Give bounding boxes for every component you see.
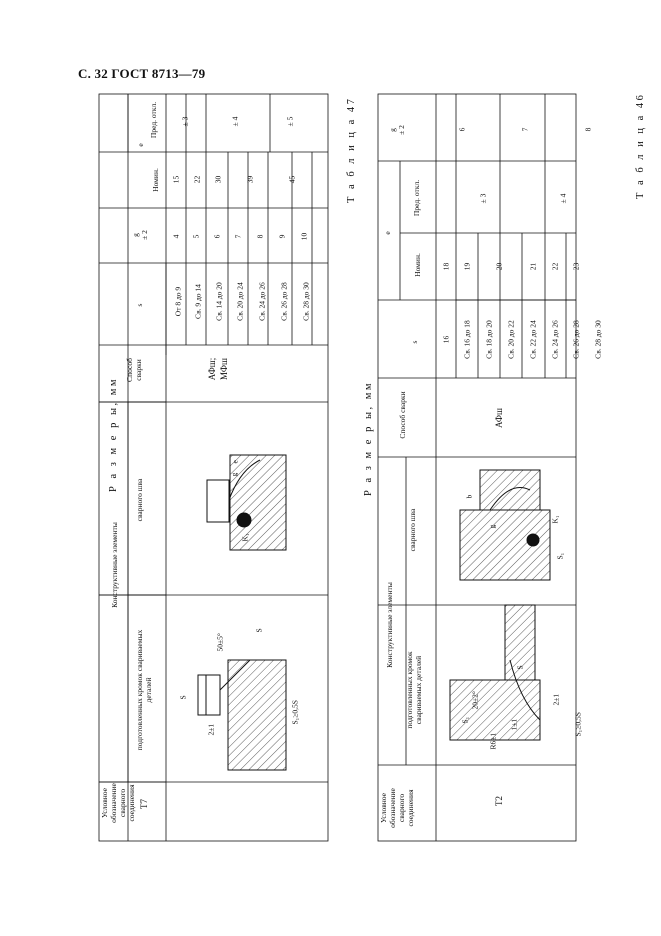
- t46-k1-label: K₁: [240, 533, 250, 542]
- t46-tol-1: ± 3: [180, 116, 190, 127]
- t47-g-3: 8: [583, 127, 593, 132]
- t46-nominal-header: Номин.: [151, 168, 160, 192]
- table46-units: Р а з м е р ы, мм: [108, 376, 119, 492]
- t47-r-label: R6±1: [488, 732, 498, 750]
- t46-method-header: Способ сварки: [125, 358, 143, 382]
- t46-weld-header: сварного шва: [135, 478, 144, 522]
- t46-g-header: g ± 2: [131, 230, 149, 240]
- t47-structural-header: Конструктивные элементы: [385, 582, 394, 668]
- t46-g-label: g: [229, 472, 239, 477]
- t46-tol-3: ± 5: [285, 116, 295, 127]
- t46-designation-header: Условное обозначение сварного соединения: [100, 783, 136, 823]
- table46-caption: Т а б л и ц а 46: [635, 92, 646, 199]
- t47-method: АФш: [494, 408, 504, 428]
- t47-e-8: 23: [571, 262, 581, 271]
- t46-tol-2: ± 4: [230, 116, 240, 127]
- t46-g-7: 10: [299, 232, 309, 241]
- t46-s-5: Св. 24 до 26: [257, 282, 267, 321]
- t47-angle-label: 20±2°: [470, 691, 480, 710]
- t46-g-2: 5: [191, 234, 201, 239]
- t47-s-5: Св. 22 до 24: [528, 320, 538, 359]
- t47-g-header: g ± 2: [388, 125, 406, 135]
- t47-g-2: 7: [520, 127, 530, 132]
- t46-tolerance-header: Пред. откл.: [149, 101, 158, 139]
- t47-s-2: Св. 16 до 18: [462, 320, 472, 359]
- t47-s-3: Св. 18 до 20: [484, 320, 494, 359]
- t47-k-label: K₁: [550, 515, 560, 524]
- t47-e-5: 21: [528, 262, 538, 271]
- t46-s-1: От 8 до 9: [173, 286, 183, 317]
- t47-s-8: Св. 28 до 30: [593, 320, 603, 359]
- t47-e-2: 19: [462, 262, 472, 271]
- t47-tolerance-header: Пред. откл.: [412, 179, 421, 217]
- t47-e-header: e: [383, 231, 392, 235]
- t46-e-4: 39: [245, 175, 255, 184]
- t47-designation-header: Условное обозначение сварного соединения: [379, 788, 415, 828]
- t47-method-header: Способ сварки: [398, 391, 407, 439]
- t46-s-7: Св. 28 до 30: [301, 282, 311, 321]
- table47-units: Р а з м е р ы, мм: [363, 380, 374, 496]
- t46-method: АФш; МФш: [207, 357, 229, 381]
- t47-s-6: Св. 24 до 26: [550, 320, 560, 359]
- t47-tol-1: ± 3: [478, 193, 488, 204]
- t46-e-1: 15: [171, 175, 181, 184]
- t47-s-label: S: [515, 665, 525, 670]
- t46-s1-label: S: [254, 628, 264, 633]
- t47-s1b-label: S₁: [555, 552, 565, 560]
- t46-e-6: 45: [287, 175, 297, 184]
- t46-s-label: S: [178, 695, 188, 700]
- t46-s-6: Св. 26 до 28: [279, 282, 289, 321]
- t47-s-4: Св. 20 до 22: [506, 320, 516, 359]
- t47-g-1: 6: [457, 127, 467, 132]
- t46-prepared-header: подготовленных кромок свариваемых деталей: [135, 629, 153, 751]
- t46-formula-label: S₁≥0,5S: [290, 700, 300, 725]
- t46-s-2: Св. 9 до 14: [193, 284, 203, 319]
- t47-e-1: 18: [441, 262, 451, 271]
- t46-s-4: Св. 20 до 24: [235, 282, 245, 321]
- t47-s-7: Св. 26 до 28: [571, 320, 581, 359]
- t47-gap-label: 2±1: [551, 693, 561, 706]
- t47-designation: Т2: [494, 796, 504, 806]
- t47-nominal-header: Номин.: [413, 253, 422, 277]
- t46-g-6: 9: [277, 234, 287, 239]
- t46-e-3: 30: [213, 175, 223, 184]
- t47-weld-header: сварного шва: [408, 508, 417, 552]
- t46-g-1: 4: [171, 234, 181, 239]
- t46-e-header: e: [136, 143, 145, 147]
- t2-weld-drawing: [460, 470, 550, 580]
- t46-s-header: s: [135, 303, 144, 307]
- t47-e-3: 20: [494, 262, 504, 271]
- t47-tol-2: ± 4: [558, 193, 568, 204]
- t47-s-header: s: [410, 340, 419, 344]
- t47-z-label: 1±1: [509, 718, 519, 731]
- t47-prepared-header: подготовленных кромок свариваемых деталей: [405, 651, 423, 729]
- table47-caption: Т а б л и ц а 47: [346, 96, 357, 203]
- t47-b-label: b: [464, 494, 474, 499]
- t46-e-2: 22: [192, 175, 202, 184]
- t46-gap-label: 2±1: [206, 723, 216, 736]
- t46-s-3: Св. 14 до 20: [214, 282, 224, 321]
- page-header: С. 32 ГОСТ 8713—79: [78, 66, 206, 81]
- t46-designation: Т7: [139, 799, 149, 809]
- t46-g-5: 8: [255, 234, 265, 239]
- t47-s-1: 16: [441, 335, 451, 344]
- t46-g-4: 7: [233, 234, 243, 239]
- t46-g-3: 6: [212, 234, 222, 239]
- t46-angle-label: 50±5°: [215, 633, 225, 652]
- t46-structural-header: Конструктивные элементы: [110, 522, 119, 608]
- t47-g-label: g: [487, 524, 497, 529]
- t47-s1-label: S₁: [460, 716, 470, 724]
- t46-e-label: e: [230, 460, 240, 464]
- t47-e-6: 22: [550, 262, 560, 271]
- t47-formula-label: S₁≥0,5S: [573, 712, 583, 737]
